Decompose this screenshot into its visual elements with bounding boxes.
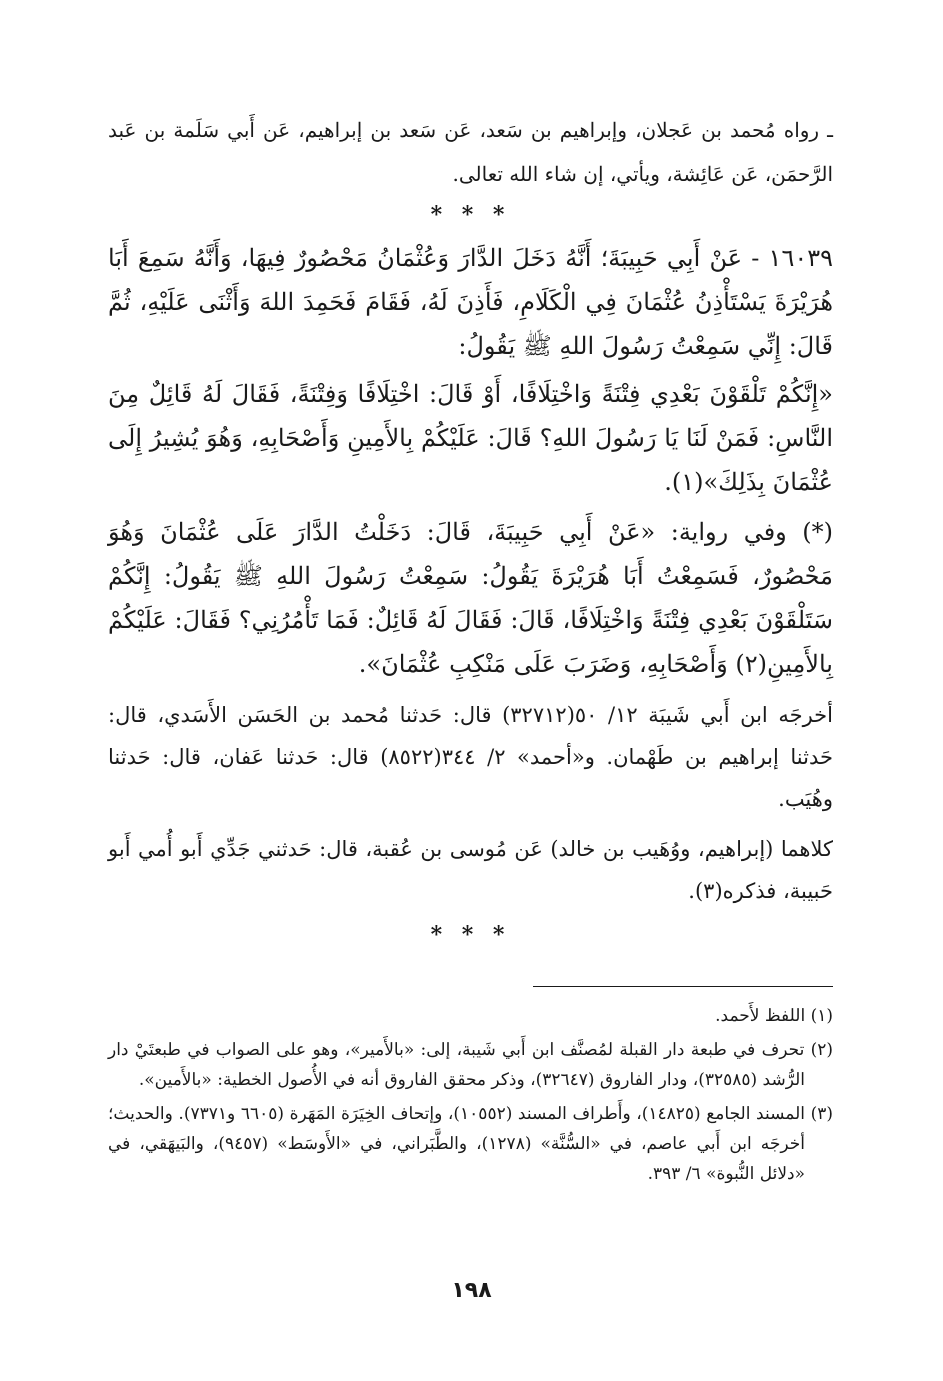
takhrij-paragraph-1: أخرجَه ابن أَبي شَيبَة ١٢/ ٥٠(٣٢٧١٢) قال: حَدثنا مُحمد بن الحَسَن الأَسَدي، قال: حَدثنا إبراهيم بن طَهْمان. و«أحمد» ٢/ ٣٤٤(٨٥٢٢) قال: حَدثنا عَفان، قال: حَدثنا وهُيَب. — [108, 703, 833, 811]
section-separator-2: * * * — [430, 922, 511, 948]
footnotes — [108, 1001, 833, 1189]
riwaya-paragraph: (*) وفي رواية: «عَنْ أَبِي حَبِيبَةَ، قَالَ: دَخَلْتُ الدَّارَ عَلَى عُثْمَانَ وَهُوَ مَحْصُورٌ، فَسَمِعْتُ أَبَا هُرَيْرَةَ يَقُولُ: سَمِعْتُ رَسُولَ اللهِ ﷺ يَقُولُ: إِنَّكُمْ سَتَلْقَوْنَ بَعْدِي فِتْنَةً وَاخْتِلَافًا، قَالَ: فَقَالَ لَهُ قَائِلٌ: فَمَا تَأْمُرُنِي؟ فَقَالَ: عَلَيْكُمْ بِالأَمِينِ(٢) وَأَصْحَابِهِ، وَضَرَبَ عَلَى مَنْكِبِ عُثْمَانَ». — [108, 518, 833, 678]
takhrij-paragraph-2: كلاهما (إبراهيم، ووُهَيب بن خالد) عَن مُوسى بن عُقبة، قال: حَدثني جَدِّي أَبو أُمي أَبو حَبيبة، فذكره(٣). — [108, 837, 833, 903]
book-page — [108, 108, 833, 1193]
hadith-quote-paragraph: «إِنَّكُمْ تَلْقَوْنَ بَعْدِي فِتْنَةً وَاخْتِلَافًا، أَوْ قَالَ: اخْتِلَافًا وَفِتْنَةً، فَقَالَ لَهُ قَائِلٌ مِنَ النَّاسِ: فَمَنْ لَنَا يَا رَسُولَ اللهِ؟ قَالَ: عَلَيْكُمْ بِالأَمِينِ وَأَصْحَابِهِ، وَهُوَ يُشِيرُ إِلَى عُثْمَانَ بِذَلِكَ»(١). — [108, 380, 833, 496]
footnote-2: (٢) تحرف في طبعة دار القبلة لمُصنَّف ابن أَبي شَيبة، إلى: «بالأَمير»، وهو على الصواب في طبعتَيْ دار الرُّشد (٣٢٥٨٥)، ودار الفاروق (٣٢٦٤٧)، وذكر محقق الفاروق أنه في الأُصول الخطية: «بالأَمين». — [108, 1040, 833, 1090]
footnote-rule — [533, 986, 833, 987]
section-separator: * * * — [430, 202, 511, 228]
page-number: ١٩٨ — [451, 1278, 492, 1303]
footnote-1: (١) اللفظ لأَحمد. — [715, 1006, 833, 1026]
footnote-3: (٣) المسند الجامع (١٤٨٢٥)، وأَطراف المسند (١٠٥٥٢)، وإتحاف الخِيَرَة المَهَرة (٦٦٠٥ و٧٣٧١). والحديث؛ أخرجَه ابن أَبي عاصم، في «السُّنَّة» (١٢٧٨)، والطَّبَراني، في «الأَوسَط» (٩٤٥٧)، والبَيهَقي، في «دلائل النُّبوة» ٦/ ٣٩٣. — [108, 1104, 834, 1184]
intro-paragraph: ـ رواه مُحمد بن عَجلان، وإبراهيم بن سَعد، عَن سَعد بن إبراهيم، عَن أَبي سَلَمة بن عَبد الرَّحمَن، عَن عَائِشة، ويأتي، إن شاء الله تعالى. — [108, 118, 833, 186]
hadith-intro-paragraph: ١٦٠٣٩ - عَنْ أَبِي حَبِيبَةَ؛ أَنَّهُ دَخَلَ الدَّارَ وَعُثْمَانُ مَحْصُورٌ فِيهَا، وَأَنَّهُ سَمِعَ أَبَا هُرَيْرَةَ يَسْتَأْذِنُ عُثْمَانَ فِي الْكَلَامِ، فَأَذِنَ لَهُ، فَقَامَ فَحَمِدَ اللهَ وَأَثْنَى عَلَيْهِ، ثُمَّ قَالَ: إِنِّي سَمِعْتُ رَسُولَ اللهِ ﷺ يَقُولُ: — [108, 244, 833, 360]
